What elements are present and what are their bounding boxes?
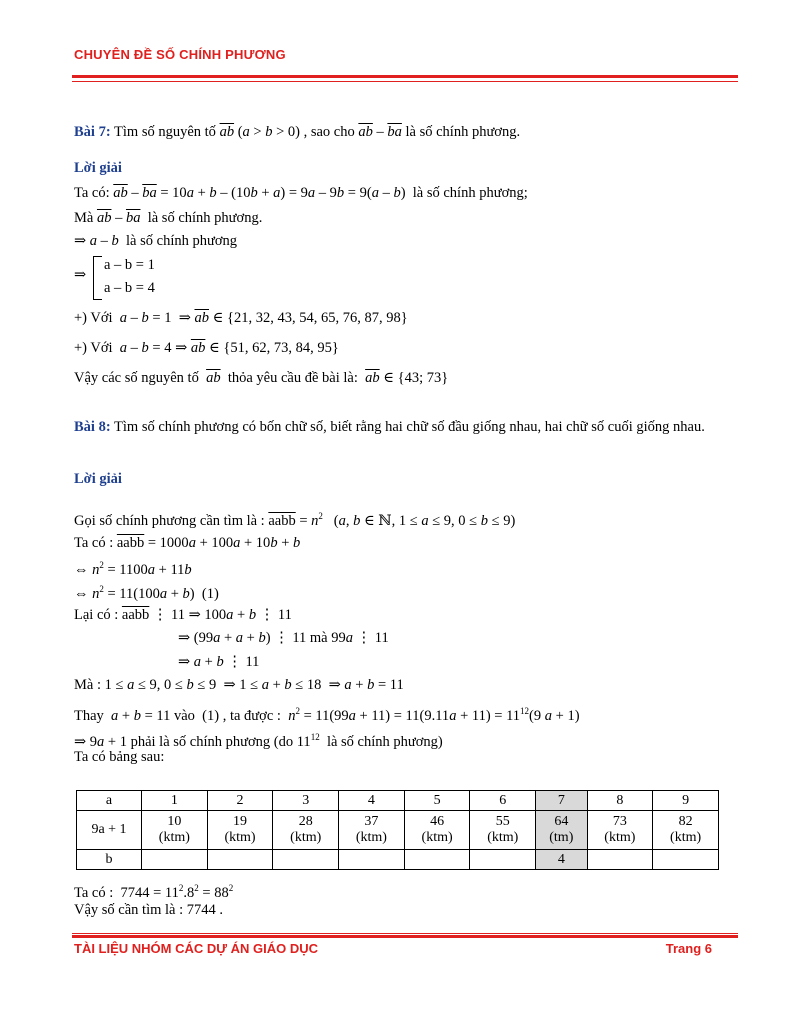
table-cell-note: (tm) [549, 830, 574, 845]
table-cell-note: (ktm) [290, 830, 322, 845]
table-row-9a1 [77, 811, 719, 850]
table-cell-value: 19 [233, 814, 248, 829]
table-cell-value: 10 [167, 814, 182, 829]
table-cell-a: 2 [207, 791, 273, 811]
table-cell-b [207, 850, 273, 870]
table-cell-value: 55 [495, 814, 510, 829]
table-cell-note: (ktm) [158, 830, 190, 845]
value-table [76, 790, 719, 870]
table-label-a: a [77, 791, 142, 811]
table-cell-b [339, 850, 405, 870]
table-label-9a1: 9a + 1 [77, 811, 142, 850]
table-cell-a: 4 [339, 791, 405, 811]
table-cell-9a1 [404, 811, 470, 850]
table-cell-a: 9 [653, 791, 719, 811]
bai8-line-6: ⇒ (99a + a + b) ⋮ 11 mà 99a ⋮ 11 [178, 630, 389, 646]
bai8-line-4: ⇔ $n^2 = 11(100a + b)$ (1) [74, 584, 219, 602]
bai7-solution-heading: Lời giải [74, 160, 122, 176]
footer-rule-thin [72, 933, 738, 934]
table-cell-b [273, 850, 339, 870]
table-cell-9a1 [339, 811, 405, 850]
bai7-step3: ⇒ a – b là số chính phương [74, 233, 238, 249]
table-label-b: b [77, 850, 142, 870]
table-cell-value: 73 [612, 814, 627, 829]
bai8-line-1: Gọi số chính phương cần tìm là : aabb = $n^2$ (a, b ∈ ℕ, 1 ≤ a ≤ 9, 0 ≤ b ≤ 9) [74, 511, 516, 529]
table-cell-b [587, 850, 653, 870]
table-cell-note: (ktm) [670, 830, 702, 845]
bai8-after-2: Vậy số cần tìm là : 7744 . [74, 902, 224, 918]
table-cell-value: 46 [430, 814, 445, 829]
table-cell-a: 1 [142, 791, 208, 811]
bai8-after-1: Ta có : $7744 = 11^2.8^2 = 88^2$ [74, 883, 234, 901]
table-cell-b [142, 850, 208, 870]
bai7-step2: Mà $\overline{ab} - \overline{ba}$ là số chính phương. [74, 210, 263, 226]
bai8-line-9: Thay a + b = 11 vào (1) , ta được : $n^2 = 11(99a + 11) = 11(9.11a + 11) = 11^{12}(9$ a + 1) [74, 706, 580, 724]
bai8-line-3: ⇔ $n^2 = 1100a + 11b$ [74, 560, 192, 578]
bai8-label: Bài 8: [74, 419, 111, 435]
table-cell-note: (ktm) [224, 830, 256, 845]
bai8-problem [74, 416, 738, 438]
table-cell-value: 28 [298, 814, 313, 829]
bai8-line-10: ⇒ 9a + 1 phải là số chính phương (do $11^{12}$ là số chính phương) [74, 732, 443, 750]
bai7-problem-text: Tìm số nguyên tố $\overline{ab}$ (a > b > 0) , sao cho $\overline{ab} - \overline{ba}$ là số chính phương. [114, 124, 521, 140]
case-bracket [93, 256, 102, 300]
bai7-step4: +) Với a – b = 1 ⇒ $\overline{ab}$ ∈ {21, 32, 43, 54, 65, 76, 87, 98} [74, 310, 408, 326]
table-cell-9a1 [536, 811, 587, 850]
bai8-line-11: Ta có bảng sau: [74, 749, 165, 765]
table-cell-value: 64 [554, 814, 569, 829]
table-cell-note: (ktm) [355, 830, 387, 845]
bai8-problem-text: Tìm số chính phương có bốn chữ số, biết rằng hai chữ số đầu giống nhau, hai chữ số cuối giống nhau. [114, 419, 705, 435]
bai8-line-5: Lại có : aabb ⋮ 11 ⇒ 100a + b ⋮ 11 [74, 607, 292, 623]
table-cell-a: 6 [470, 791, 536, 811]
bai8-line-7: ⇒ a + b ⋮ 11 [178, 654, 260, 670]
table-cell-a: 3 [273, 791, 339, 811]
page-header-title: CHUYÊN ĐỀ SỐ CHÍNH PHƯƠNG [74, 47, 286, 62]
bai7-case1: a – b = 1 [104, 257, 155, 273]
bai7-label: Bài 7: [74, 124, 111, 140]
bai7-problem-line [74, 123, 520, 141]
implies-symbol: ⇒ [74, 267, 87, 283]
footer-page-number: Trang 6 [665, 941, 712, 956]
table-cell-a: 5 [404, 791, 470, 811]
table-cell-9a1 [587, 811, 653, 850]
table-cell-value: 37 [364, 814, 379, 829]
bai8-line-8: Mà : 1 ≤ a ≤ 9, 0 ≤ b ≤ 9 ⇒ 1 ≤ a + b ≤ 18 ⇒ a + b = 11 [74, 677, 404, 693]
table-cell-value: 82 [678, 814, 693, 829]
table-cell-9a1 [207, 811, 273, 850]
table-cell-b [470, 850, 536, 870]
header-rule-thick [72, 75, 738, 78]
footer-left-text: TÀI LIỆU NHÓM CÁC DỰ ÁN GIÁO DỤC [74, 941, 319, 956]
table-cell-note: (ktm) [421, 830, 453, 845]
bai8-line-2: Ta có : aabb = 1000a + 100a + 10b + b [74, 535, 301, 551]
header-rule-thin [72, 81, 738, 82]
bai7-problem [114, 124, 520, 140]
table-cell-note: (ktm) [487, 830, 519, 845]
table-cell-9a1 [142, 811, 208, 850]
table-cell-note: (ktm) [604, 830, 636, 845]
bai7-step5: +) Với a – b = 4 ⇒ $\overline{ab}$ ∈ {51, 62, 73, 84, 95} [74, 340, 339, 356]
table-cell-9a1 [653, 811, 719, 850]
bai7-step1: Ta có: $\overline{ab} - \overline{ba} = 10a + b - (10b + a) = 9a - 9b = 9(a - b)$ là số chính phương; [74, 185, 528, 201]
table-cell-9a1 [273, 811, 339, 850]
table-cell-b [653, 850, 719, 870]
table-row-b [77, 850, 719, 870]
table-cell-a: 7 [536, 791, 587, 811]
bai8-solution-heading: Lời giải [74, 471, 122, 487]
table-cell-b: 4 [536, 850, 587, 870]
bai7-case2: a – b = 4 [104, 280, 155, 296]
table-row-a [77, 791, 719, 811]
footer-rule-thick [72, 935, 738, 938]
table-cell-9a1 [470, 811, 536, 850]
table-cell-b [404, 850, 470, 870]
bai7-conclusion: Vậy các số nguyên tố $\overline{ab}$ thỏa yêu cầu đề bài là: $\overline{ab}$ ∈ {43; 73} [74, 370, 449, 386]
table-cell-a: 8 [587, 791, 653, 811]
